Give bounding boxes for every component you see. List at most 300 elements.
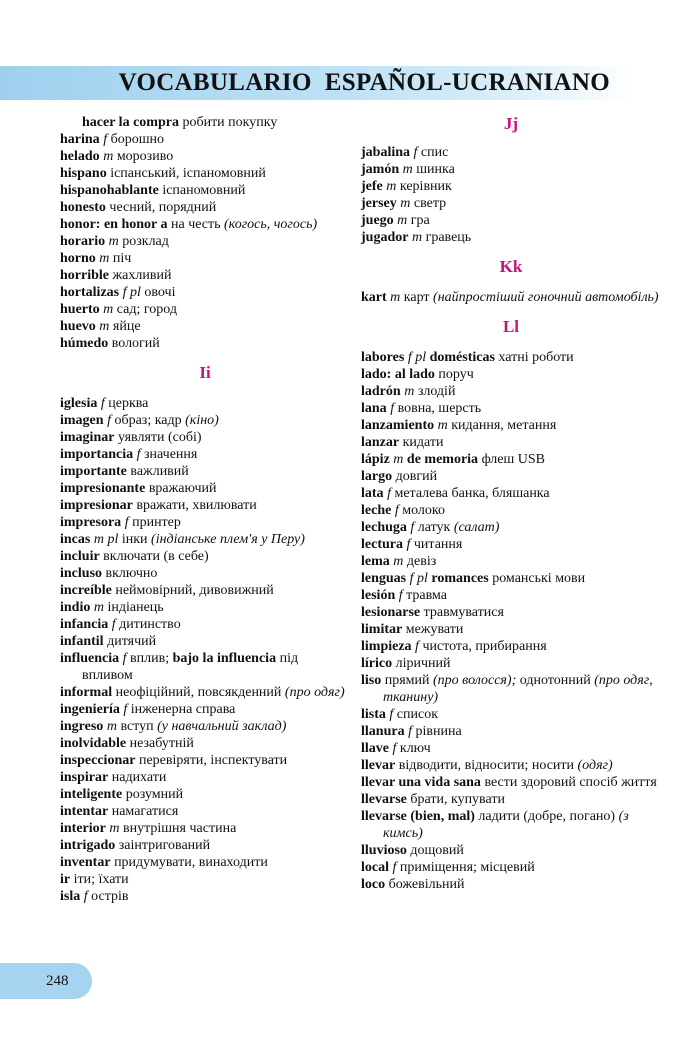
entry-translation: іти; їхати [70,872,129,887]
entry-headword: loco [361,877,386,892]
entry-translation: розумний [122,787,184,802]
entry-translation: чесний, порядний [105,200,217,215]
dictionary-entry [361,417,661,434]
entry-headword: iglesia [60,396,98,411]
dictionary-entry [60,684,350,701]
dictionary-entry [361,212,661,229]
entry-translation: надихати [108,770,167,785]
entry-gender: m [90,600,104,615]
entry-translation: значення [140,447,198,462]
dictionary-entry [60,463,350,480]
dictionary-entry [361,774,661,791]
entry-gender: f [395,588,403,603]
entry-headword: local [361,860,389,875]
entry-translation: гра [407,213,430,228]
entry-gender: m [95,319,110,334]
entry-gender: f [108,617,116,632]
dictionary-entry [60,429,350,446]
letter-heading: Ll [502,317,520,336]
entry-translation: овочі [140,285,176,300]
dictionary-entry [60,182,350,199]
dictionary-entry [361,468,661,485]
dictionary-entry [361,604,661,621]
dictionary-entry [60,199,350,216]
entry-gender: m [382,179,397,194]
entry-headword: interior [60,821,106,836]
entry-headword: incluir [60,549,100,564]
dictionary-entry [361,485,661,502]
entry-translation: молоко [398,503,445,518]
entry-translation: робити покупку [178,115,278,130]
entry-headword: lechuga [361,520,407,535]
entry-translation: церква [104,396,149,411]
entry-translation: уявляти (собі) [114,430,202,445]
entry-headword: harina [60,132,100,147]
entry-translation: вражати, хвилювати [132,498,257,513]
entry-headword: huerto [60,302,100,317]
entry-headword: labores [361,350,405,365]
entry-headword: húmedo [60,336,109,351]
page-number: 248 [46,973,69,989]
entry-note-secondary: (про одяг, тканину) [383,673,653,705]
entry-translation: морозиво [113,149,174,164]
entry-translation: на честь [167,217,221,232]
entry-headword: inventar [60,855,111,870]
dictionary-entry [361,366,661,383]
entry-translation: ключ [396,741,431,756]
entry-headword: hispano [60,166,107,181]
dictionary-entry [361,144,661,161]
entry-translation: включати (в себе) [99,549,209,564]
dictionary-entry [60,250,350,267]
entry-gender: m [105,821,120,836]
dictionary-entry [60,718,350,735]
entry-headword: intentar [60,804,109,819]
entry-headword: lata [361,486,384,501]
entry-headword: ingeniería [60,702,120,717]
entry-headword: jamón [361,162,400,177]
entry-note: (одяг) [574,758,613,773]
entry-translation: читання [410,537,463,552]
dictionary-entry [60,633,350,650]
dictionary-entry [361,876,661,893]
entry-headword-secondary: bajo la influencia [169,651,277,666]
entry-headword: inspeccionar [60,753,136,768]
entry-translation: прямий [381,673,430,688]
entry-headword: importante [60,464,127,479]
entry-translation: борошно [107,132,164,147]
entry-gender: m [389,452,404,467]
entry-headword: isla [60,889,81,904]
entry-translation: неймовірний, дивовижний [111,583,274,598]
entry-headword: inspirar [60,770,109,785]
entry-gender: m [396,196,411,211]
entry-translation: інки [118,532,148,547]
entry-headword: jabalina [361,145,411,160]
entry-headword-secondary: romances [427,571,489,586]
entry-translation: божевільний [385,877,465,892]
entry-translation: вологий [108,336,160,351]
dictionary-entry [361,195,661,212]
dictionary-entry [60,803,350,820]
entry-note: (кіно) [181,413,219,428]
entry-headword: imaginar [60,430,115,445]
entry-headword: huevo [60,319,96,334]
dictionary-entry [361,519,661,536]
dictionary-entry [361,842,661,859]
entry-headword: hispanohablante [60,183,159,198]
entry-headword: incas [60,532,91,547]
dictionary-entry [361,229,661,246]
entry-gender: m [393,213,408,228]
entry-gender: m [99,302,114,317]
entry-translation-secondary: під впливом [82,651,299,683]
entry-headword: lenguas [361,571,407,586]
dictionary-entry [361,553,661,570]
entry-translation: вражаючий [145,481,217,496]
dictionary-entry [361,740,661,757]
entry-translation: яйце [109,319,141,334]
entry-gender: f [406,520,415,535]
entry-headword: intrigado [60,838,116,853]
dictionary-entry [60,531,350,548]
dictionary-entry [361,791,661,808]
entry-headword: importancia [60,447,134,462]
entry-gender: f [411,639,419,654]
dictionary-entry [60,301,350,318]
entry-translation: розклад [118,234,169,249]
entry-translation: кидання, метання [447,418,557,433]
entry-translation: іспаномовний [158,183,246,198]
entry-headword: lesión [361,588,396,603]
entry-gender: f [404,724,412,739]
entry-headword: impresionar [60,498,133,513]
entry-headword: llevar una vida sana [361,775,481,790]
entry-translation-secondary: флеш USB [478,452,545,467]
entry-translation: шинка [412,162,455,177]
dictionary-entry [60,446,350,463]
entry-translation: латук [414,520,451,535]
entry-headword: lírico [361,656,393,671]
entry-headword: hacer la compra [82,115,179,130]
letter-heading: Kk [499,257,523,276]
entry-gender: f [103,413,111,428]
entry-headword: lesionarse [361,605,421,620]
entry-note: (у навчальний заклад) [153,719,287,734]
dictionary-entry [60,335,350,352]
entry-headword: indio [60,600,91,615]
entry-headword: hortalizas [60,285,120,300]
entry-translation-secondary: однотонний [516,673,591,688]
entry-headword: limitar [361,622,403,637]
dictionary-entry [60,820,350,837]
entry-gender: m [400,384,415,399]
dictionary-entry [60,769,350,786]
entry-headword: incluso [60,566,103,581]
entry-translation: незабутній [126,736,194,751]
entry-headword-secondary: de memoria [403,452,479,467]
entry-headword-secondary: domésticas [426,350,495,365]
entry-gender: m [434,418,448,433]
entry-headword: lanzamiento [361,418,435,433]
dictionary-entry [60,165,350,182]
entry-translation: сад; город [113,302,178,317]
dictionary-entry [361,400,661,417]
entry-headword: ladrón [361,384,401,399]
entry-headword: inteligente [60,787,123,802]
entry-translation: піч [109,251,132,266]
dictionary-entry [60,267,350,284]
entry-translation: індіанець [103,600,164,615]
entry-headword: llevar [361,758,396,773]
entry-gender: m [105,234,119,249]
page-title: VOCABULARIO ESPAÑOL-UCRANIANO [118,69,610,96]
entry-headword: infancia [60,617,109,632]
entry-headword: lista [361,707,386,722]
entry-translation: придумувати, винаходити [110,855,268,870]
dictionary-entry [60,616,350,633]
entry-headword: juego [361,213,394,228]
dictionary-entry [361,723,661,740]
dictionary-entry [60,148,350,165]
entry-translation: межувати [402,622,464,637]
dictionary-entry [60,412,350,429]
right-column [361,114,661,893]
entry-translation: чистота, прибирання [418,639,547,654]
entry-translation: ладити (добре, погано) [474,809,616,824]
entry-gender: m [103,719,117,734]
entry-headword: honor: en honor a [60,217,168,232]
entry-gender: m [389,554,404,569]
entry-translation: вовна, шерсть [394,401,482,416]
entry-headword: largo [361,469,393,484]
entry-note: (з кимсь) [383,809,629,841]
dictionary-entry [361,451,661,468]
entry-translation: інженерна справа [127,702,236,717]
entry-gender: f [410,145,418,160]
dictionary-entry [361,621,661,638]
entry-translation: включно [102,566,158,581]
entry-translation: принтер [128,515,181,530]
entry-translation: светр [410,196,447,211]
entry-headword: llevarse [361,792,407,807]
entry-headword: lana [361,401,387,416]
entry-gender: m pl [90,532,119,547]
entry-translation: злодій [414,384,456,399]
entry-translation: гравець [422,230,472,245]
entry-headword: informal [60,685,113,700]
dictionary-entry [60,854,350,871]
entry-headword: jefe [361,179,383,194]
entry-translation: спис [417,145,449,160]
entry-gender: f [389,860,397,875]
entry-translation: брати, купувати [406,792,505,807]
entry-gender: m [99,149,114,164]
entry-translation: карт [400,290,430,305]
entry-headword: increíble [60,583,112,598]
entry-headword: lema [361,554,390,569]
dictionary-entry [60,114,350,131]
entry-translation: рівнина [411,724,462,739]
letter-heading: Ii [199,363,211,382]
dictionary-entry [361,289,661,306]
entry-translation: список [393,707,438,722]
dictionary-entry [361,672,661,706]
entry-gender: f [99,132,108,147]
entry-translation: ліричний [392,656,451,671]
entry-gender: m [399,162,413,177]
entry-translation-secondary: хатні роботи [494,350,574,365]
dictionary-entry [60,565,350,582]
entry-translation-secondary: романські мови [488,571,586,586]
entry-headword: impresionante [60,481,146,496]
entry-translation: вплив; [126,651,170,666]
entry-gender: f [385,707,394,722]
dictionary-entry [60,837,350,854]
entry-gender: f [133,447,141,462]
dictionary-entry [361,859,661,876]
entry-gender: f [402,537,411,552]
dictionary-entry [361,808,661,842]
dictionary-entry [361,502,661,519]
entry-note: (когось, чогось) [220,217,318,232]
entry-headword: llave [361,741,389,756]
entry-note: (про одяг) [281,685,345,700]
dictionary-entry [60,497,350,514]
entry-headword: inolvidable [60,736,127,751]
entry-translation: неофіційний, повсякденний [112,685,282,700]
entry-headword: influencia [60,651,120,666]
entry-gender: f pl [406,571,428,586]
entry-headword: lado: al lado [361,367,435,382]
dictionary-entry [361,638,661,655]
entry-headword: ir [60,872,71,887]
dictionary-entry [361,434,661,451]
entry-headword: liso [361,673,382,688]
entry-gender: f [121,515,129,530]
dictionary-entry [361,655,661,672]
dictionary-entry [60,318,350,335]
entry-gender: m [408,230,423,245]
dictionary-entry [361,383,661,400]
entry-headword: ingreso [60,719,104,734]
dictionary-entry [60,701,350,718]
entry-headword: horario [60,234,106,249]
entry-gender: f [391,503,399,518]
letter-heading: Jj [503,114,519,133]
entry-translation: девіз [403,554,437,569]
entry-translation: острів [87,889,129,904]
entry-translation: іспанський, іспаномовний [106,166,266,181]
entry-translation: поруч [434,367,474,382]
entry-headword: helado [60,149,100,164]
dictionary-entry [60,216,350,233]
entry-translation: травма [402,588,447,603]
entry-translation: перевіряти, інспектувати [135,753,288,768]
dictionary-entry [361,570,661,587]
dictionary-entry [361,349,661,366]
entry-translation: дитинство [115,617,181,632]
entry-headword: impresora [60,515,122,530]
entry-translation: дощовий [406,843,464,858]
entry-headword: infantil [60,634,104,649]
entry-note: (салат) [450,520,500,535]
entry-headword: kart [361,290,387,305]
entry-headword: lápiz [361,452,390,467]
entry-translation: вступ [116,719,154,734]
entry-translation: приміщення; місцевий [396,860,535,875]
entry-gender: f [80,889,88,904]
entry-translation: жахливий [109,268,172,283]
dictionary-entry [60,480,350,497]
entry-translation: травмуватися [420,605,504,620]
dictionary-entry [60,871,350,888]
entry-gender: f [383,486,391,501]
dictionary-entry [60,514,350,531]
entry-translation: довгий [392,469,438,484]
entry-headword: lectura [361,537,403,552]
entry-note: (про волосся); [429,673,517,688]
entry-headword: lanzar [361,435,400,450]
entry-gender: m [386,290,401,305]
entry-headword: lluvioso [361,843,407,858]
entry-gender: f [386,401,395,416]
dictionary-entry [361,161,661,178]
entry-translation: вести здоровий спосіб життя [480,775,657,790]
entry-headword: llevarse (bien, mal) [361,809,475,824]
entry-headword: horno [60,251,96,266]
entry-translation: керівник [396,179,452,194]
entry-gender: m [95,251,110,266]
entry-headword: jersey [361,196,397,211]
entry-translation: заінтригований [115,838,211,853]
entry-headword: leche [361,503,392,518]
entry-headword: jugador [361,230,409,245]
entry-gender: f pl [119,285,141,300]
entry-headword: imagen [60,413,104,428]
entry-translation: відводити, відносити; носити [395,758,575,773]
entry-translation: кидати [399,435,444,450]
entry-gender: f [97,396,105,411]
entry-gender: f [389,741,397,756]
entry-note: (найпростіший гоночний автомобіль) [429,290,659,305]
dictionary-entry [361,536,661,553]
entry-translation: внутрішня частина [119,821,237,836]
entry-gender: f [119,651,127,666]
entry-headword: limpieza [361,639,412,654]
dictionary-entry [60,131,350,148]
dictionary-entry [60,888,350,905]
entry-translation: важливий [126,464,189,479]
entry-gender: f pl [404,350,427,365]
dictionary-entry [60,582,350,599]
entry-headword: horrible [60,268,109,283]
dictionary-entry [361,706,661,723]
entry-headword: honesto [60,200,106,215]
dictionary-entry [361,178,661,195]
entry-note: (індіанське плем'я у Перу) [147,532,305,547]
dictionary-entry [60,284,350,301]
dictionary-entry [361,757,661,774]
dictionary-entry [60,233,350,250]
entry-translation: металева банка, бляшанка [390,486,550,501]
dictionary-entry [60,548,350,565]
left-column [60,114,350,905]
dictionary-entry [60,735,350,752]
entry-gender: f [119,702,128,717]
dictionary-entry [361,587,661,604]
dictionary-entry [60,599,350,616]
